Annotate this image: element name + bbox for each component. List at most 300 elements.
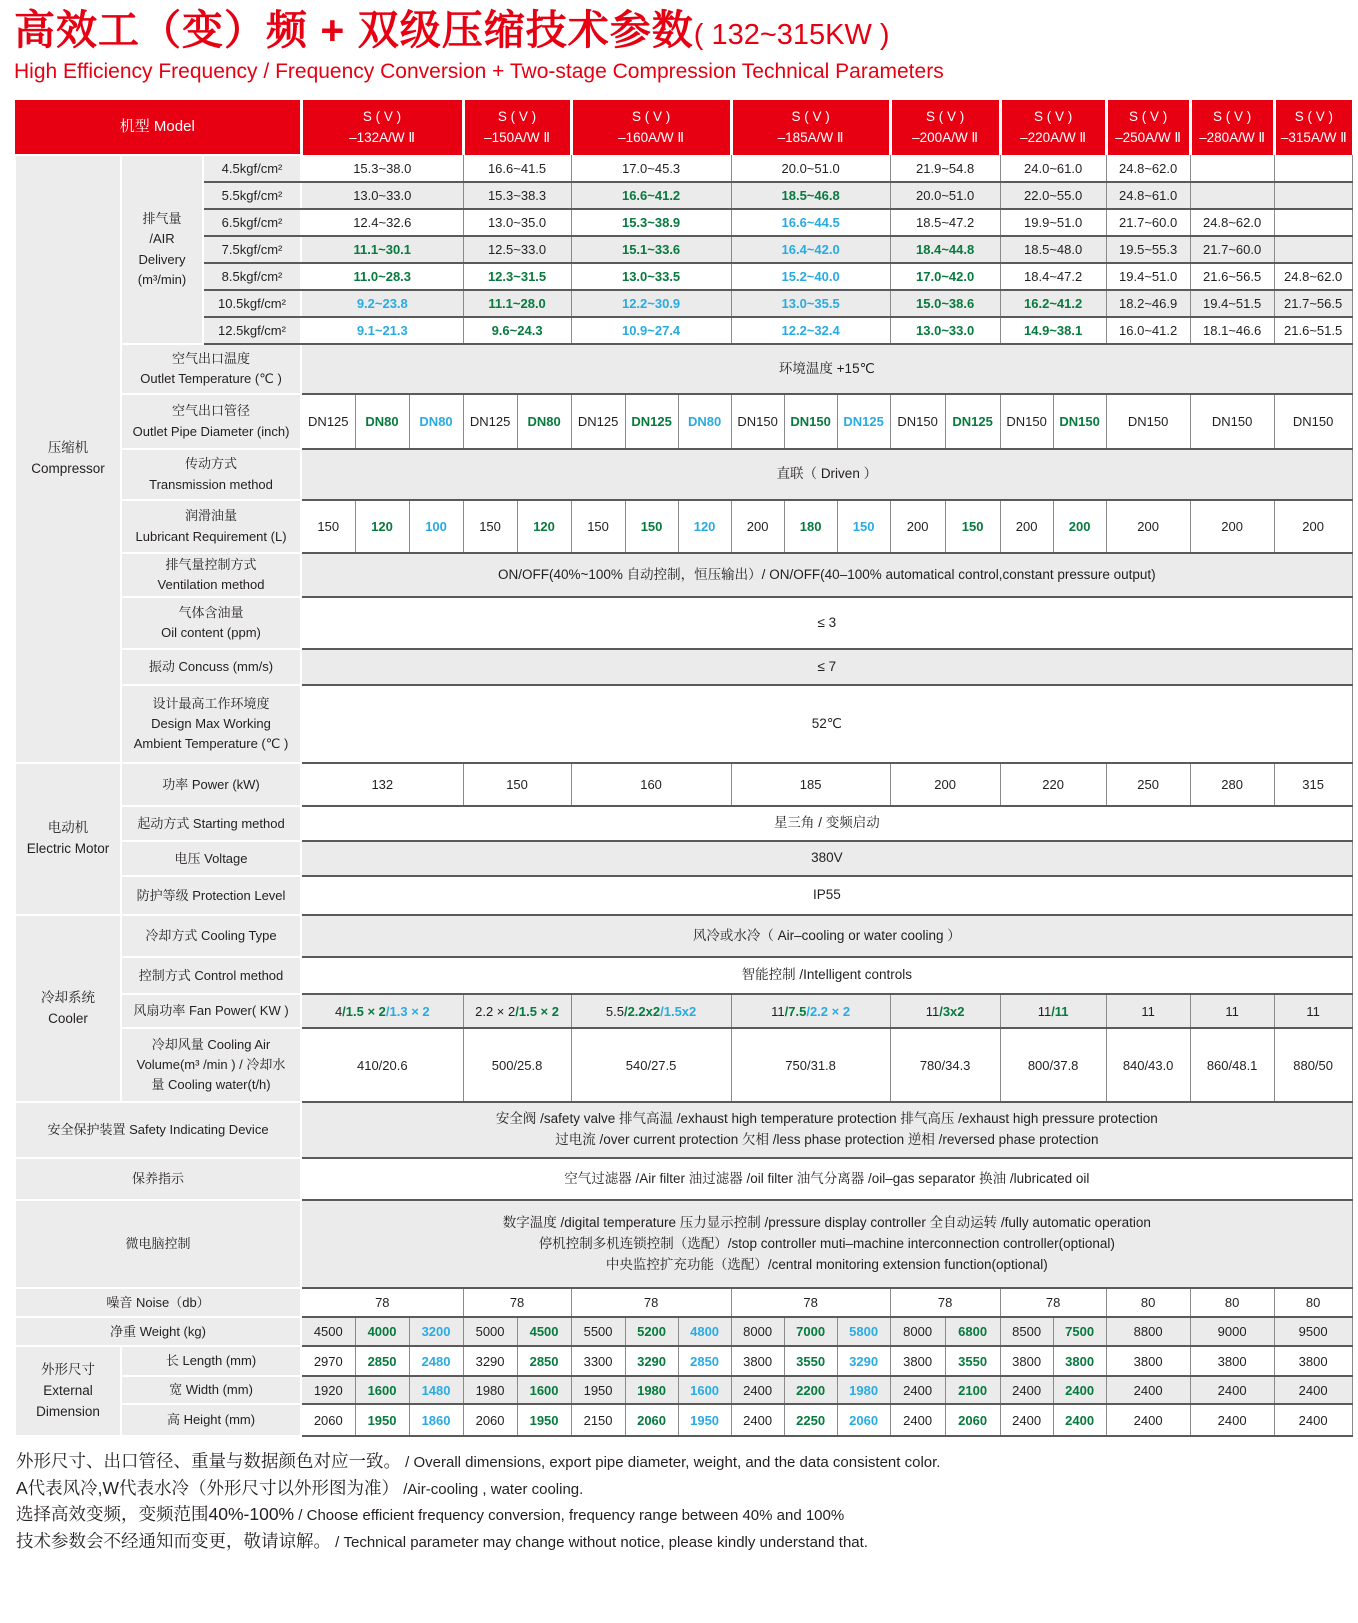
cell-noise-m4: 78	[731, 1288, 890, 1317]
cell-air-7.5-m9	[1274, 236, 1352, 263]
cell-air-10.5-m7: 18.2~46.9	[1106, 290, 1190, 317]
cell-weight-m3-3: 4800	[678, 1317, 731, 1346]
cell-weight-m3-2: 5200	[625, 1317, 678, 1346]
cell-air-7.5-m4: 16.4~42.0	[731, 236, 890, 263]
cell-air-10.5-m2: 11.1~28.0	[463, 290, 571, 317]
cell-lubricant-m4-1: 200	[731, 500, 784, 553]
cell-pipe-diameter-m6-1: DN150	[1000, 394, 1053, 449]
cell-air-4.5-m3: 17.0~45.3	[571, 155, 731, 182]
cell-length-m5-1: 3800	[890, 1346, 945, 1376]
model-header-–160A/WⅡ: S ( V ) –160A/W Ⅱ	[571, 100, 731, 155]
cell-length-m5-2: 3550	[945, 1346, 1000, 1376]
footnote-1-zh: 外形尺寸、出口管径、重量与数据颜色对应一致。	[16, 1451, 401, 1472]
footnote-3-en: / Choose efficient frequency conversion, frequency range between 40% and 100%	[294, 1507, 845, 1525]
cell-height-m2-2: 1950	[517, 1404, 571, 1436]
cell-length-m1-1: 2970	[301, 1346, 355, 1376]
cell-air-4.5-m4: 20.0~51.0	[731, 155, 890, 182]
cell-lubricant-m7-1: 200	[1106, 500, 1190, 553]
label-weight: 净重 Weight (kg)	[15, 1317, 301, 1346]
row-power	[15, 763, 1352, 806]
cell-width-m3-2: 1980	[625, 1376, 678, 1404]
row-protection-level	[15, 876, 1352, 915]
label-concuss: 振动 Concuss (mm/s)	[121, 649, 301, 685]
cell-air-8.5-m3: 13.0~33.5	[571, 263, 731, 290]
cell-air-12.5-m4: 12.2~32.4	[731, 317, 890, 344]
cell-power-m4: 185	[731, 763, 890, 806]
cell-power-m5: 200	[890, 763, 1000, 806]
cell-length-m7-1: 3800	[1106, 1346, 1190, 1376]
cell-width-m6-1: 2400	[1000, 1376, 1053, 1404]
label-control-method: 控制方式 Control method	[121, 957, 301, 994]
cell-pipe-diameter-m1-2: DN80	[355, 394, 409, 449]
row-cooling-type	[15, 915, 1352, 957]
cell-height-m8-1: 2400	[1190, 1404, 1274, 1436]
footnote-line-2	[16, 1476, 1358, 1503]
cell-air-10.5-m5: 15.0~38.6	[890, 290, 1000, 317]
cell-air-10.5-m3: 12.2~30.9	[571, 290, 731, 317]
cell-air-10.5-m4: 13.0~35.5	[731, 290, 890, 317]
cell-air-5.5-m5: 20.0~51.0	[890, 182, 1000, 209]
model-header-–315A/WⅡ: S ( V ) –315A/W Ⅱ	[1274, 100, 1352, 155]
cell-noise-m3: 78	[571, 1288, 731, 1317]
row-transmission	[15, 449, 1352, 500]
cell-width-m1-1: 1920	[301, 1376, 355, 1404]
cell-lubricant-m5-2: 150	[945, 500, 1000, 553]
cell-starting-method: 星三角 / 变频启动	[301, 806, 1352, 841]
cell-safety-device: 安全阀 /safety valve 排气高温 /exhaust high temperature protection 排气高压 /exhaust high pressure protection 过电流 /over current protection 欠相 /less phase protection 逆相 /reversed phase protection	[301, 1102, 1352, 1158]
cell-width-m2-2: 1600	[517, 1376, 571, 1404]
cell-width-m4-1: 2400	[731, 1376, 784, 1404]
cell-fan-power-m6: 11/11	[1000, 994, 1106, 1028]
cell-air-7.5-m7: 19.5~55.3	[1106, 236, 1190, 263]
cell-weight-m1-2: 4000	[355, 1317, 409, 1346]
cell-air-12.5-m1: 9.1~21.3	[301, 317, 463, 344]
cell-power-m7: 250	[1106, 763, 1190, 806]
cell-transmission: 直联（ Driven ）	[301, 449, 1352, 500]
page-title-kw-range: ( 132~315KW )	[693, 19, 890, 51]
cell-air-12.5-m9: 21.6~51.5	[1274, 317, 1352, 344]
cell-length-m3-3: 2850	[678, 1346, 731, 1376]
label-maintenance: 保养指示	[15, 1158, 301, 1200]
label-oil-content: 气体含油量 Oil content (ppm)	[121, 597, 301, 649]
category-electric-motor: 电动机 Electric Motor	[15, 763, 121, 915]
footnote-3-zh: 选择高效变频，变频范围40%-100%	[16, 1504, 295, 1525]
model-header-label: 机型 Model	[15, 100, 301, 155]
pressure-7.5: 7.5kgf/cm²	[203, 236, 301, 263]
cell-air-6.5-m4: 16.6~44.5	[731, 209, 890, 236]
cell-power-m3: 160	[571, 763, 731, 806]
cell-length-m3-2: 3290	[625, 1346, 678, 1376]
cell-fan-power-m5: 11/3x2	[890, 994, 1000, 1028]
cell-weight-m6-1: 8500	[1000, 1317, 1053, 1346]
cell-lubricant-m6-1: 200	[1000, 500, 1053, 553]
row-lubricant	[15, 500, 1352, 553]
cell-cooling-air-volume-m4: 750/31.8	[731, 1028, 890, 1102]
cell-fan-power-m2: 2.2 × 2/1.5 × 2	[463, 994, 571, 1028]
cell-width-m7-1: 2400	[1106, 1376, 1190, 1404]
cell-lubricant-m3-1: 150	[571, 500, 625, 553]
label-protection-level: 防护等级 Protection Level	[121, 876, 301, 915]
row-oil-content	[15, 597, 1352, 649]
cell-lubricant-m4-2: 180	[784, 500, 837, 553]
cell-length-m1-2: 2850	[355, 1346, 409, 1376]
page-title-zh: 高效工（变）频 + 双级压缩技术参数	[14, 7, 694, 53]
cell-height-m2-1: 2060	[463, 1404, 517, 1436]
cell-weight-m2-2: 4500	[517, 1317, 571, 1346]
cell-weight-m4-2: 7000	[784, 1317, 837, 1346]
cell-air-12.5-m7: 16.0~41.2	[1106, 317, 1190, 344]
cell-width-m2-1: 1980	[463, 1376, 517, 1404]
cell-air-6.5-m5: 18.5~47.2	[890, 209, 1000, 236]
row-height	[15, 1404, 1352, 1436]
cell-air-8.5-m5: 17.0~42.0	[890, 263, 1000, 290]
cell-width-m4-3: 1980	[837, 1376, 890, 1404]
cell-air-7.5-m5: 18.4~44.8	[890, 236, 1000, 263]
cell-power-m2: 150	[463, 763, 571, 806]
row-air-7.5	[15, 236, 1352, 263]
cell-air-4.5-m6: 24.0~61.0	[1000, 155, 1106, 182]
cell-noise-m5: 78	[890, 1288, 1000, 1317]
cell-pipe-diameter-m5-2: DN125	[945, 394, 1000, 449]
cell-power-m9: 315	[1274, 763, 1352, 806]
cell-oil-content: ≤ 3	[301, 597, 1352, 649]
cell-air-4.5-m5: 21.9~54.8	[890, 155, 1000, 182]
footnote-line-1	[16, 1449, 1358, 1476]
cell-air-7.5-m2: 12.5~33.0	[463, 236, 571, 263]
cell-air-12.5-m6: 14.9~38.1	[1000, 317, 1106, 344]
category-cooler: 冷却系统 Cooler	[15, 915, 121, 1102]
cell-pipe-diameter-m2-2: DN80	[517, 394, 571, 449]
cell-length-m1-3: 2480	[409, 1346, 463, 1376]
row-ventilation	[15, 553, 1352, 597]
cell-pipe-diameter-m3-1: DN125	[571, 394, 625, 449]
pressure-5.5: 5.5kgf/cm²	[203, 182, 301, 209]
cell-pipe-diameter-m6-2: DN150	[1053, 394, 1106, 449]
label-design-max: 设计最高工作环境度 Design Max Working Ambient Temperature (℃ )	[121, 685, 301, 763]
spec-table	[14, 100, 1353, 1437]
cell-air-5.5-m1: 13.0~33.0	[301, 182, 463, 209]
model-header-–220A/WⅡ: S ( V ) –220A/W Ⅱ	[1000, 100, 1106, 155]
cell-weight-m4-1: 8000	[731, 1317, 784, 1346]
cell-lubricant-m6-2: 200	[1053, 500, 1106, 553]
cell-lubricant-m1-1: 150	[301, 500, 355, 553]
cell-voltage: 380V	[301, 841, 1352, 876]
label-ventilation: 排气量控制方式 Ventilation method	[121, 553, 301, 597]
cell-pipe-diameter-m1-3: DN80	[409, 394, 463, 449]
cell-noise-m9: 80	[1274, 1288, 1352, 1317]
cell-length-m4-3: 3290	[837, 1346, 890, 1376]
cell-air-5.5-m9	[1274, 182, 1352, 209]
cell-lubricant-m8-1: 200	[1190, 500, 1274, 553]
cell-height-m4-2: 2250	[784, 1404, 837, 1436]
cell-weight-m8-1: 9000	[1190, 1317, 1274, 1346]
page-subtitle: High Efficiency Frequency / Frequency Conversion + Two-stage Compression Technical Parameters	[14, 60, 944, 84]
cell-height-m1-2: 1950	[355, 1404, 409, 1436]
cell-lubricant-m2-1: 150	[463, 500, 517, 553]
cell-width-m4-2: 2200	[784, 1376, 837, 1404]
cell-air-5.5-m3: 16.6~41.2	[571, 182, 731, 209]
cell-power-m8: 280	[1190, 763, 1274, 806]
cell-air-8.5-m2: 12.3~31.5	[463, 263, 571, 290]
cell-air-7.5-m3: 15.1~33.6	[571, 236, 731, 263]
cell-power-m1: 132	[301, 763, 463, 806]
footnote-line-3	[16, 1502, 1358, 1529]
cell-air-10.5-m6: 16.2~41.2	[1000, 290, 1106, 317]
cell-noise-m7: 80	[1106, 1288, 1190, 1317]
cell-cooling-air-volume-m8: 860/48.1	[1190, 1028, 1274, 1102]
footnote-2-zh: A代表风冷,W代表水冷（外形尺寸以外形图为准）	[16, 1477, 400, 1498]
category-external-dimension: 外形尺寸 External Dimension	[15, 1346, 121, 1436]
cell-height-m6-1: 2400	[1000, 1404, 1053, 1436]
cell-air-5.5-m8	[1190, 182, 1274, 209]
cell-pipe-diameter-m4-1: DN150	[731, 394, 784, 449]
cell-air-6.5-m9	[1274, 209, 1352, 236]
footnotes	[16, 1449, 1358, 1555]
cell-length-m4-1: 3800	[731, 1346, 784, 1376]
cell-cooling-air-volume-m3: 540/27.5	[571, 1028, 731, 1102]
row-design-max-temp	[15, 685, 1352, 763]
row-length	[15, 1346, 1352, 1376]
cell-fan-power-m9: 11	[1274, 994, 1352, 1028]
cell-air-4.5-m8	[1190, 155, 1274, 182]
cell-cooling-air-volume-m2: 500/25.8	[463, 1028, 571, 1102]
cell-air-5.5-m2: 15.3~38.3	[463, 182, 571, 209]
cell-fan-power-m1: 4/1.5 × 2/1.3 × 2	[301, 994, 463, 1028]
row-air-4.5	[15, 155, 1352, 182]
pressure-8.5: 8.5kgf/cm²	[203, 263, 301, 290]
cell-fan-power-m4: 11/7.5/2.2 × 2	[731, 994, 890, 1028]
cell-protection-level: IP55	[301, 876, 1352, 915]
row-starting-method	[15, 806, 1352, 841]
model-header-–200A/WⅡ: S ( V ) –200A/W Ⅱ	[890, 100, 1000, 155]
cell-air-6.5-m3: 15.3~38.9	[571, 209, 731, 236]
cell-height-m3-2: 2060	[625, 1404, 678, 1436]
model-header-–132A/WⅡ: S ( V ) –132A/W Ⅱ	[301, 100, 463, 155]
label-air-delivery: 排气量 /AIR Delivery (m³/min)	[121, 155, 203, 344]
row-pipe-diameter	[15, 394, 1352, 449]
footnote-line-4	[16, 1529, 1358, 1556]
footnote-4-en: / Technical parameter may change without notice, please kindly understand that.	[331, 1533, 868, 1551]
pressure-12.5: 12.5kgf/cm²	[203, 317, 301, 344]
cell-length-m2-2: 2850	[517, 1346, 571, 1376]
cell-pipe-diameter-m9-1: DN150	[1274, 394, 1352, 449]
cell-outlet-temp: 环境温度 +15℃	[301, 344, 1352, 394]
cell-pipe-diameter-m2-1: DN125	[463, 394, 517, 449]
label-cooling-air-volume: 冷却风量 Cooling Air Volume(m³ /min ) / 冷却水 量 Cooling water(t/h)	[121, 1028, 301, 1102]
footnote-2-en: /Air-cooling , water cooling.	[399, 1480, 584, 1498]
row-air-6.5	[15, 209, 1352, 236]
pressure-10.5: 10.5kgf/cm²	[203, 290, 301, 317]
cell-noise-m6: 78	[1000, 1288, 1106, 1317]
cell-air-4.5-m2: 16.6~41.5	[463, 155, 571, 182]
label-lubricant: 润滑油量 Lubricant Requirement (L)	[121, 500, 301, 553]
cell-noise-m1: 78	[301, 1288, 463, 1317]
cell-pipe-diameter-m3-3: DN80	[678, 394, 731, 449]
cell-air-6.5-m7: 21.7~60.0	[1106, 209, 1190, 236]
cell-weight-m5-2: 6800	[945, 1317, 1000, 1346]
cell-fan-power-m7: 11	[1106, 994, 1190, 1028]
cell-pipe-diameter-m3-2: DN125	[625, 394, 678, 449]
cell-width-m1-3: 1480	[409, 1376, 463, 1404]
cell-air-8.5-m6: 18.4~47.2	[1000, 263, 1106, 290]
cell-length-m2-1: 3290	[463, 1346, 517, 1376]
row-maintenance	[15, 1158, 1352, 1200]
label-power: 功率 Power (kW)	[121, 763, 301, 806]
cell-air-4.5-m1: 15.3~38.0	[301, 155, 463, 182]
footnote-4-zh: 技术参数会不经通知而变更，敬请谅解。	[16, 1530, 331, 1551]
row-safety-device	[15, 1102, 1352, 1158]
cell-width-m1-2: 1600	[355, 1376, 409, 1404]
cell-air-12.5-m5: 13.0~33.0	[890, 317, 1000, 344]
row-weight	[15, 1317, 1352, 1346]
cell-air-8.5-m1: 11.0~28.3	[301, 263, 463, 290]
cell-microcomputer-control: 数字温度 /digital temperature 压力显示控制 /pressure display controller 全自动运转 /fully automatic operation 停机控制多机连锁控制（选配）/stop controller muti–machine interconnection controller(optional) 中央监控扩充功能（选配）/central monitoring extension function(optional)	[301, 1200, 1352, 1288]
model-header-–185A/WⅡ: S ( V ) –185A/W Ⅱ	[731, 100, 890, 155]
cell-width-m5-1: 2400	[890, 1376, 945, 1404]
cell-lubricant-m1-2: 120	[355, 500, 409, 553]
cell-air-5.5-m4: 18.5~46.8	[731, 182, 890, 209]
cell-height-m1-1: 2060	[301, 1404, 355, 1436]
cell-lubricant-m4-3: 150	[837, 500, 890, 553]
cell-lubricant-m2-2: 120	[517, 500, 571, 553]
label-noise: 噪音 Noise（db）	[15, 1288, 301, 1317]
cell-air-10.5-m8: 19.4~51.5	[1190, 290, 1274, 317]
cell-pipe-diameter-m7-1: DN150	[1106, 394, 1190, 449]
cell-air-8.5-m7: 19.4~51.0	[1106, 263, 1190, 290]
cell-weight-m3-1: 5500	[571, 1317, 625, 1346]
cell-fan-power-m8: 11	[1190, 994, 1274, 1028]
cell-air-6.5-m8: 24.8~62.0	[1190, 209, 1274, 236]
cell-air-4.5-m7: 24.8~62.0	[1106, 155, 1190, 182]
cell-lubricant-m5-1: 200	[890, 500, 945, 553]
cell-air-6.5-m1: 12.4~32.6	[301, 209, 463, 236]
cell-air-10.5-m1: 9.2~23.8	[301, 290, 463, 317]
cell-height-m6-2: 2400	[1053, 1404, 1106, 1436]
cell-width-m9-1: 2400	[1274, 1376, 1352, 1404]
cell-length-m9-1: 3800	[1274, 1346, 1352, 1376]
cell-air-6.5-m6: 19.9~51.0	[1000, 209, 1106, 236]
model-header-row	[15, 100, 1352, 155]
cell-width-m6-2: 2400	[1053, 1376, 1106, 1404]
label-voltage: 电压 Voltage	[121, 841, 301, 876]
cell-cooling-type: 风冷或水冷（ Air–cooling or water cooling ）	[301, 915, 1352, 957]
row-noise	[15, 1288, 1352, 1317]
cell-cooling-air-volume-m7: 840/43.0	[1106, 1028, 1190, 1102]
cell-cooling-air-volume-m9: 880/50	[1274, 1028, 1352, 1102]
cell-weight-m9-1: 9500	[1274, 1317, 1352, 1346]
cell-pipe-diameter-m4-2: DN150	[784, 394, 837, 449]
cell-air-7.5-m8: 21.7~60.0	[1190, 236, 1274, 263]
cell-air-10.5-m9: 21.7~56.5	[1274, 290, 1352, 317]
label-microcomputer: 微电脑控制	[15, 1200, 301, 1288]
cell-maintenance: 空气过滤器 /Air filter 油过滤器 /oil filter 油气分离器 /oil–gas separator 换油 /lubricated oil	[301, 1158, 1352, 1200]
row-control-method	[15, 957, 1352, 994]
pressure-4.5: 4.5kgf/cm²	[203, 155, 301, 182]
cell-air-7.5-m1: 11.1~30.1	[301, 236, 463, 263]
label-pipe-diameter: 空气出口管径 Outlet Pipe Diameter (inch)	[121, 394, 301, 449]
row-air-5.5	[15, 182, 1352, 209]
cell-weight-m5-1: 8000	[890, 1317, 945, 1346]
row-microcomputer-control	[15, 1200, 1352, 1288]
pressure-6.5: 6.5kgf/cm²	[203, 209, 301, 236]
cell-cooling-air-volume-m6: 800/37.8	[1000, 1028, 1106, 1102]
cell-air-12.5-m8: 18.1~46.6	[1190, 317, 1274, 344]
cell-lubricant-m1-3: 100	[409, 500, 463, 553]
cell-width-m3-3: 1600	[678, 1376, 731, 1404]
cell-length-m8-1: 3800	[1190, 1346, 1274, 1376]
cell-lubricant-m3-3: 120	[678, 500, 731, 553]
cell-air-7.5-m6: 18.5~48.0	[1000, 236, 1106, 263]
cell-cooling-air-volume-m5: 780/34.3	[890, 1028, 1000, 1102]
model-header-–280A/WⅡ: S ( V ) –280A/W Ⅱ	[1190, 100, 1274, 155]
cell-height-m4-1: 2400	[731, 1404, 784, 1436]
cell-width-m8-1: 2400	[1190, 1376, 1274, 1404]
row-air-10.5	[15, 290, 1352, 317]
row-air-12.5	[15, 317, 1352, 344]
cell-pipe-diameter-m8-1: DN150	[1190, 394, 1274, 449]
cell-height-m3-3: 1950	[678, 1404, 731, 1436]
cell-fan-power-m3: 5.5/2.2x2/1.5x2	[571, 994, 731, 1028]
cell-length-m6-2: 3800	[1053, 1346, 1106, 1376]
cell-power-m6: 220	[1000, 763, 1106, 806]
cell-height-m3-1: 2150	[571, 1404, 625, 1436]
cell-air-8.5-m9: 24.8~62.0	[1274, 263, 1352, 290]
row-width	[15, 1376, 1352, 1404]
cell-air-8.5-m8: 21.6~56.5	[1190, 263, 1274, 290]
cell-lubricant-m3-2: 150	[625, 500, 678, 553]
row-cooling-air-volume	[15, 1028, 1352, 1102]
label-fan-power: 风扇功率 Fan Power( KW )	[121, 994, 301, 1028]
cell-ventilation: ON/OFF(40%~100% 自动控制，恒压输出）/ ON/OFF(40–100% automatical control,constant pressure output)	[301, 553, 1352, 597]
page-title	[14, 8, 1358, 53]
cell-lubricant-m9-1: 200	[1274, 500, 1352, 553]
cell-length-m4-2: 3550	[784, 1346, 837, 1376]
cell-air-6.5-m2: 13.0~35.0	[463, 209, 571, 236]
cell-height-m4-3: 2060	[837, 1404, 890, 1436]
cell-weight-m2-1: 5000	[463, 1317, 517, 1346]
label-length: 长 Length (mm)	[121, 1346, 301, 1376]
cell-air-12.5-m3: 10.9~27.4	[571, 317, 731, 344]
model-header-–150A/WⅡ: S ( V ) –150A/W Ⅱ	[463, 100, 571, 155]
label-safety-device: 安全保护装置 Safety Indicating Device	[15, 1102, 301, 1158]
cell-weight-m1-1: 4500	[301, 1317, 355, 1346]
label-outlet-temp: 空气出口温度 Outlet Temperature (℃ )	[121, 344, 301, 394]
label-height: 高 Height (mm)	[121, 1404, 301, 1436]
cell-length-m3-1: 3300	[571, 1346, 625, 1376]
cell-weight-m7-1: 8800	[1106, 1317, 1190, 1346]
cell-air-8.5-m4: 15.2~40.0	[731, 263, 890, 290]
model-header-–250A/WⅡ: S ( V ) –250A/W Ⅱ	[1106, 100, 1190, 155]
label-cooling-type: 冷却方式 Cooling Type	[121, 915, 301, 957]
cell-height-m5-1: 2400	[890, 1404, 945, 1436]
label-starting-method: 起动方式 Starting method	[121, 806, 301, 841]
cell-width-m3-1: 1950	[571, 1376, 625, 1404]
row-air-8.5	[15, 263, 1352, 290]
cell-air-5.5-m7: 24.8~61.0	[1106, 182, 1190, 209]
cell-pipe-diameter-m4-3: DN125	[837, 394, 890, 449]
cell-control-method: 智能控制 /Intelligent controls	[301, 957, 1352, 994]
cell-length-m6-1: 3800	[1000, 1346, 1053, 1376]
category-compressor: 压缩机 Compressor	[15, 155, 121, 763]
cell-height-m9-1: 2400	[1274, 1404, 1352, 1436]
cell-design-max-temp: 52℃	[301, 685, 1352, 763]
cell-pipe-diameter-m1-1: DN125	[301, 394, 355, 449]
row-concuss	[15, 649, 1352, 685]
cell-air-12.5-m2: 9.6~24.3	[463, 317, 571, 344]
cell-weight-m1-3: 3200	[409, 1317, 463, 1346]
cell-air-5.5-m6: 22.0~55.0	[1000, 182, 1106, 209]
cell-air-4.5-m9	[1274, 155, 1352, 182]
